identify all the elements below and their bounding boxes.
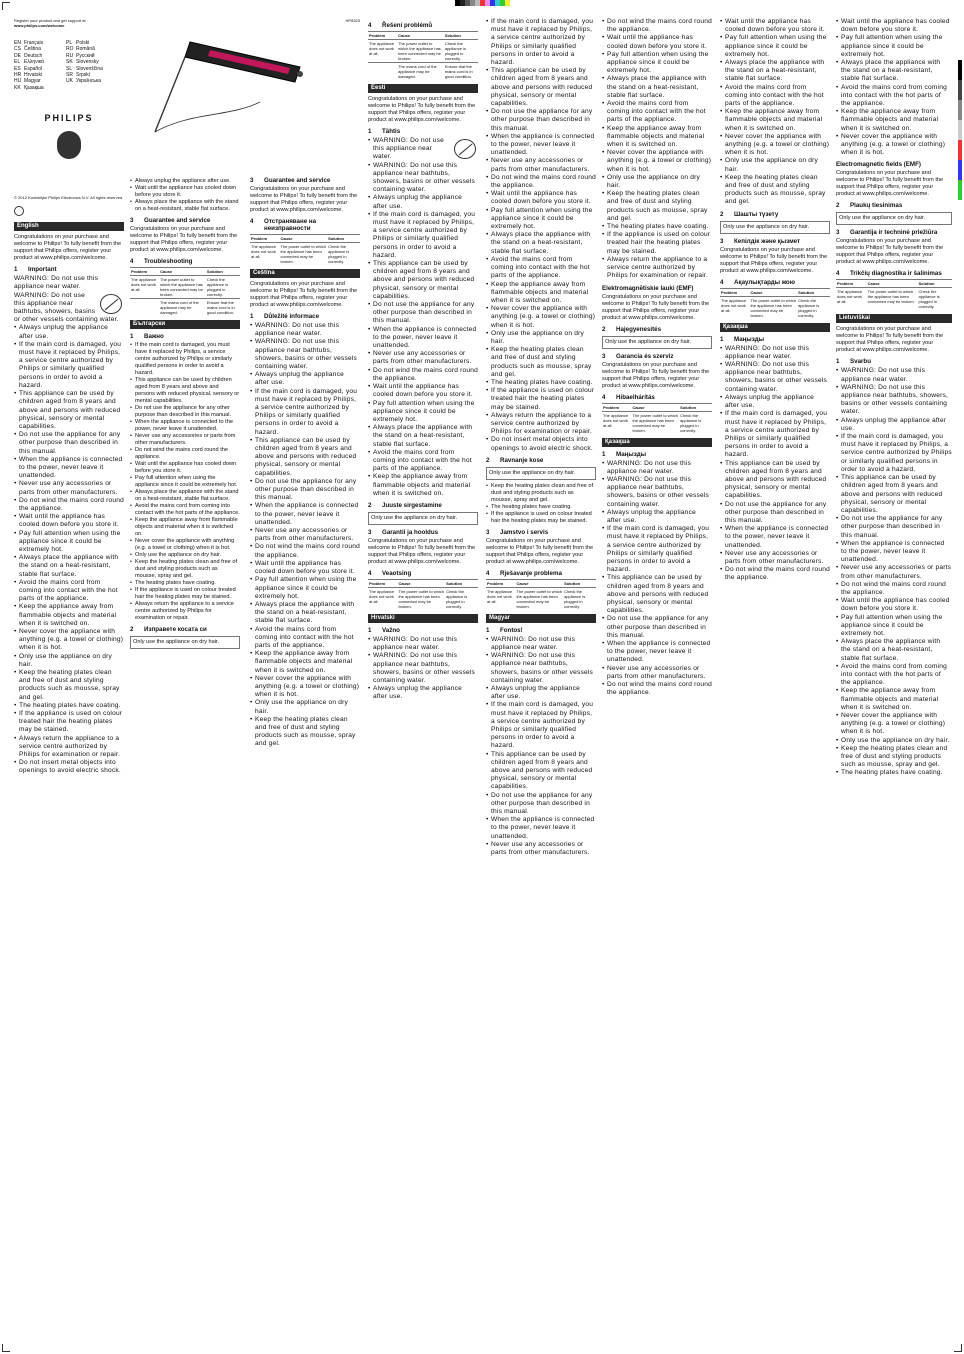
section-heading: Plaukų tiesinimas — [850, 202, 903, 210]
section-heading: Řešení problémů — [382, 22, 433, 29]
crop-mark — [954, 1344, 962, 1352]
section-bar-kazakh-2: Қазақша — [720, 323, 830, 332]
warning-1: WARNING: Do not use this appliance near water. — [14, 275, 99, 291]
section-heading: Trikčių diagnostika ir šalinimas — [850, 270, 942, 278]
copyright-note: © 2012 Koninklijke Philips Electronics N.V. All rights reserved. — [14, 195, 124, 201]
no-bath-icon — [100, 294, 122, 314]
section-heading: Tähtis — [382, 128, 401, 135]
troubleshoot-table-bg: Problem Cause Solution The appliance does not work at all. The power outlet to which the appliance has been connected may be broken. Check the appliance is plugged in correctly. — [250, 234, 360, 265]
section-heading: Guarantee and service — [144, 217, 211, 224]
section-heading: Garancia és szerviz — [616, 352, 674, 360]
register-url[interactable]: www.philips.com/welcome — [14, 23, 65, 28]
section-heading: Ravnanje kose — [500, 456, 544, 464]
section-heading: Guarantee and service — [264, 177, 331, 184]
section-heading: Electromagnetic fields (EMF) — [836, 161, 921, 169]
english-continued-column: • Always unplug the appliance after use. • Wait until the appliance has cooled down before you store it. • Always place the appliance with the stand on a heat-resistant, stable flat surface. 3 Guarantee and service Congratulations on your purchase and welcome to Philips! To fully benefit from the support that Philips offers, register your product at www.philips.com/welcome. 4 Troubleshooting Problem Cause Solution The appliance does not work at all. The power outlet to which the appliance has been connected may be broken. Check the appliance is plugged in correctly. The mains cord of the appliance may be damaged. Ensure that the mains cord is in good condition. Български 1 Важно • If the main cord is damaged, you must have it replaced by Philips, a service centre authorized by Philips or similarly qualified persons in order to avoid a hazard. • This appliance can be used by children aged from 8 years and above and persons with reduced physical, sensory or mental capabilities. • Do not use the appliance for any other purpose than described in this manual. • When the appliance is connected to the power, never leave it unattended. • Never use any accessories or parts from other manufacturers. • Do not wind the mains cord round the appliance. • Wait until the appliance has cooled down before you store it. • Pay full attention when using the appliance since it could be extremely hot. • Always place the appliance with the stand on a heat-resistant, stable flat surface. • Avoid the mains cord from coming into contact with the hot parts of the appliance. • Keep the appliance away from flammable objects and material when it is switched on. • Never cover the appliance with anything (e.g. a towel or clothing) when it is hot. • Only use the appliance on dry hair. • Keep the heating plates clean and free of dust and styling products such as mousse, spray and gel. • The heating plates have coating. • If the appliance is used on colour treated hair the heating plates may be stained. • Always return the appliance to a service centre authorized by Philips for examination or repair. 2 Изправете косата си Only use the appliance on dry hair. — [130, 18, 240, 1336]
model-number: HP8323 — [345, 18, 360, 23]
side-calibration-bar — [958, 60, 962, 200]
section-bar-bulgarian: Български — [130, 320, 240, 329]
section-heading: Изправете косата си — [144, 626, 207, 633]
section-heading: Důležité informace — [264, 313, 320, 320]
section-heading: Rješavanje problema — [500, 569, 562, 577]
section-bar-estonian: Eesti — [368, 84, 478, 93]
section-heading: Troubleshooting — [144, 258, 193, 265]
section-heading: Svarbu — [850, 358, 871, 366]
section-heading: Važno — [382, 626, 400, 634]
lithuanian-column: • Wait until the appliance has cooled down before you store it. • Pay full attention when using the appliance since it could be extremely hot. • Always place the appliance with the stand on a heat-resistant, stable flat surface. • Avoid the mains cord from coming into contact with the hot parts of the appliance. • Keep the appliance away from flammable objects and material when it is switched on. • Never cover the appliance with anything (e.g. a towel or clothing) when it is hot. Electromagnetic fields (EMF) Congratulations on your purchase and welcome to Philips! To fully benefit from the support that Philips offers, register your product at www.philips.com/welcome. 2 Plaukų tiesinimas Only use the appliance on dry hair. 3 Garantija ir techninė priežiūra Congratulations on your purchase and welcome to Philips! To fully benefit from the support that Philips offers, register your product at www.philips.com/welcome. 4 Trikčių diagnostika ir šalinimas Problem Cause Solution The appliance does not work at all. The power outlet to which the appliance has been connected may be broken. Check the appliance is plugged in correctly. Lietuviškai Congratulations on your purchase and welcome to Philips! To fully benefit from the support that Philips offers, register your product at www.philips.com/welcome. 1 Svarbu • WARNING: Do not use this appliance near water. • WARNING: Do not use this appliance near bathtubs, showers, basins or other vessels containing water. • Always unplug the appliance after use. • If the main cord is damaged, you must have it replaced by Philips, a service centre authorized by Philips or similarly qualified persons in order to avoid a hazard. • This appliance can be used by children aged from 8 years and above and persons with reduced physical, sensory or mental capabilities. • Do not use the appliance for any other purpose than described in this manual. • When the appliance is connected to the power, never leave it unattended. • Never use any accessories or parts from other manufacturers. • Do not wind the mains cord round the appliance. • Wait until the appliance has cooled down before you store it. • Pay full attention when using the appliance since it could be extremely hot. • Always place the appliance with the stand on a heat-resistant, stable flat surface. • Avoid the mains cord from coming into contact with the hot parts of the appliance. • Keep the appliance away from flammable objects and material when it is switched on. • Never cover the appliance with anything (e.g. a towel or clothing) when it is hot. • Only use the appliance on dry hair. • Keep the heating plates clean and free of dust and styling products such as mousse, spray and gel. • The heating plates have coating. — [836, 18, 952, 1336]
section-heading: Veaotsing — [382, 569, 412, 577]
section-heading: Jamstvo i servis — [500, 528, 549, 536]
crop-mark — [2, 2, 10, 10]
section-heading: Кепілдік және қызмет — [734, 237, 801, 245]
philips-wordmark: PHILIPS — [44, 113, 94, 124]
section-heading: Hajegyenesítés — [616, 325, 662, 333]
troubleshoot-table-cs: Problem Cause Solution The appliance does not work at all. The power outlet to which the appliance has been connected may be broken. Check the appliance is plugged in correctly. The mains cord of the appliance may be damaged. Ensure that the mains cord is in good condition. — [368, 31, 478, 80]
section-heading: Маңызды — [734, 335, 764, 343]
note-box: Only use the appliance on dry hair. — [130, 636, 240, 649]
section-heading: Elektromagnētiskie lauki (EMF) — [602, 284, 694, 292]
section-heading: Fontos! — [500, 626, 523, 634]
usage-steps: • Always unplug the appliance after use. • Wait until the appliance has cooled down before you store it. • Always place the appliance with the stand on a heat-resistant, stable flat surface. — [130, 178, 240, 213]
section-heading: Шашты түзету — [734, 210, 779, 218]
kazakh-column: • Wait until the appliance has cooled down before you store it. • Pay full attention when using the appliance since it could be extremely hot. • Always place the appliance with the stand on a heat-resistant, stable flat surface. • Avoid the mains cord from coming into contact with the hot parts of the appliance. • Keep the appliance away from flammable objects and material when it is switched on. • Never cover the appliance with anything (e.g. a towel or clothing) when it is hot. • Only use the appliance on dry hair. • Keep the heating plates clean and free of dust and styling products such as mousse, spray and gel. 2 Шашты түзету Only use the appliance on dry hair. 3 Кепілдік және қызмет Congratulations on your purchase and welcome to Philips! To fully benefit from the support that Philips offers, register your product at www.philips.com/welcome. 4 Ақаулықтарды жою Problem Cause Solution The appliance does not work at all. The power outlet to which the appliance has been connected may be broken. Check the appliance is plugged in correctly. Қазақша 1 Маңызды • WARNING: Do not use this appliance near water. • WARNING: Do not use this appliance near bathtubs, showers, basins or other vessels containing water. • Always unplug the appliance after use. • If the main cord is damaged, you must have it replaced by Philips, a service centre authorized by Philips or similarly qualified persons in order to avoid a hazard. • This appliance can be used by children aged from 8 years and above and persons with reduced physical, sensory or mental capabilities. • Do not use the appliance for any other purpose than described in this manual. • When the appliance is connected to the power, never leave it unattended. • Never use any accessories or parts from other manufacturers. • Do not wind the mains cord round the appliance. — [720, 18, 830, 1336]
hungarian-column: • Do not wind the mains cord round the appliance. • Wait until the appliance has cooled down before you store it. • Pay full attention when using the appliance since it could be extremely hot. • Always place the appliance with the stand on a heat-resistant, stable flat surface. • Avoid the mains cord from coming into contact with the hot parts of the appliance. • Keep the appliance away from flammable objects and material when it is switched on. • Never cover the appliance with anything (e.g. a towel or clothing) when it is hot. • Only use the appliance on dry hair. • Keep the heating plates clean and free of dust and styling products such as mousse, spray and gel. • The heating plates have coating. • If the appliance is used on colour treated hair the heating plates may be stained. • Always return the appliance to a service centre authorized by Philips for examination or repair. Elektromagnētiskie lauki (EMF) Congratulations on your purchase and welcome to Philips! To fully benefit from the support that Philips offers, register your product at www.philips.com/welcome. 2 Hajegyenesítés Only use the appliance on dry hair. 3 Garancia és szerviz Congratulations on your purchase and welcome to Philips! To fully benefit from the support that Philips offers, register your product at www.philips.com/welcome. 4 Hibaelhárítás Problem Cause Solution The appliance does not work at all. The power outlet to which the appliance has been connected may be broken. Check the appliance is plugged in correctly. Қазақша 1 Маңызды • WARNING: Do not use this appliance near water. • WARNING: Do not use this appliance near bathtubs, showers, basins or other vessels containing water. • Always unplug the appliance after use. • If the main cord is damaged, you must have it replaced by Philips, a service centre authorized by Philips or similarly qualified persons in order to avoid a hazard. • This appliance can be used by children aged from 8 years and above and persons with reduced physical, sensory or mental capabilities. • Do not use the appliance for any other purpose than described in this manual. • When the appliance is connected to the power, never leave it unattended. • Never use any accessories or parts from other manufacturers. • Do not wind the mains cord round the appliance. — [602, 18, 712, 1336]
intro-text: Congratulations on your purchase and welcome to Philips! To fully benefit from the support that Philips offers, register your product at www.philips.com/welcome. — [14, 234, 122, 262]
cover-column — [14, 18, 124, 1336]
section-heading: Garantija ir techninė priežiūra — [850, 229, 938, 237]
section-heading: Garantii ja hooldus — [382, 528, 439, 536]
mains-cord — [155, 57, 185, 132]
czech-estonian-column: 4 Řešení problémů Problem Cause Solution The appliance does not work at all. The power outlet to which the appliance has been connected may be broken. Check the appliance is plugged in correctly. The mains cord of the appliance may be damaged. Ensure that the mains cord is in good condition. Eesti Congratulations on your purchase and welcome to Philips! To fully benefit from the support that Philips offers, register your product at www.philips.com/welcome. 1 Tähtis • WARNING: Do not use this appliance near water. • WARNING: Do not use this appliance near bathtubs, showers, basins or other vessels containing water. • Always unplug the appliance after use. • If the main cord is damaged, you must have it replaced by Philips, a service centre authorized by Philips or similarly qualified persons in order to avoid a hazard. • This appliance can be used by children aged from 8 years and above and persons with reduced physical, sensory or mental capabilities. • Do not use the appliance for any other purpose than described in this manual. • When the appliance is connected to the power, never leave it unattended. • Never use any accessories or parts from other manufacturers. • Do not wind the mains cord round the appliance. • Wait until the appliance has cooled down before you store it. • Pay full attention when using the appliance since it could be extremely hot. • Always place the appliance with the stand on a heat-resistant, stable flat surface. • Avoid the mains cord from coming into contact with the hot parts of the appliance. • Keep the appliance away from flammable objects and material when it is switched on. 2 Juuste sirgestamine Only use the appliance on dry hair. 3 Garantii ja hooldus Congratulations on your purchase and welcome to Philips! To fully benefit from the support that Philips offers, register your product at www.philips.com/welcome. 4 Veaotsing Problem Cause Solution The appliance does not work at all. The power outlet to which the appliance has been connected may be broken. Check the appliance is plugged in correctly. Hrvatski 1 Važno • WARNING: Do not use this appliance near water. • WARNING: Do not use this appliance near bathtubs, showers, basins or other vessels containing water. • Always unplug the appliance after use. — [368, 18, 478, 1336]
safety-list: • Always unplug the appliance after use. • If the main cord is damaged, you must have it replaced by Philips, a service centre authorized by Philips or similarly qualified persons in order to avoid a hazard. • This appliance can be used by children aged from 8 years and above and persons with reduced physical, sensory or mental capabilities. • Do not use the appliance for any other purpose than described in this manual. • When the appliance is connected to the power, never leave it unattended. • Never use any accessories or parts from other manufacturers. • Do not wind the mains cord round the appliance. • Wait until the appliance has cooled down before you store it. • Pay full attention when using the appliance since it could be extremely hot. • Always place the appliance with the stand on a heat-resistant, stable flat surface. • Avoid the mains cord from coming into contact with the hot parts of the appliance. • Keep the appliance away from flammable objects and material when it is switched on. • Never cover the appliance with anything (e.g. a towel or clothing) when it is hot. • Only use the appliance on dry hair. • Keep the heating plates clean and free of dust and styling products such as mousse, spray and gel. • The heating plates have coating. • If the appliance is used on colour treated hair the heating plates may be stained. • Always return the appliance to a service centre authorized by Philips for examination or repair. • Do not insert metal objects into openings to avoid electric shock. — [14, 324, 124, 775]
philips-shield-logo — [57, 131, 81, 159]
section-bar-english: English — [14, 222, 124, 231]
swatch — [505, 0, 510, 6]
section-bar-kazakh: Қазақша — [602, 438, 712, 447]
language-list: EN Français PL Polski CS Čeština RO Română DE Deutsch RU Русский EL Ελληνικά SK Slovensky ES Español SL Slovenščina HR Hrvatski SR Srpski HU Magyar UK Українська KK Қазақша — [14, 40, 103, 91]
section-heading: Маңызды — [616, 450, 646, 458]
troubleshoot-table: Problem Cause Solution The appliance does not work at all. The power outlet to which the appliance has been connected may be broken. Check the appliance is plugged in correctly. The mains cord of the appliance may be damaged. Ensure that the mains cord is in good condition. — [130, 267, 240, 316]
section-heading: Важно — [144, 333, 164, 340]
section-bar-lithuanian: Lietuviškai — [836, 314, 952, 323]
section-bar-czech: Čeština — [250, 269, 360, 278]
section-heading: Отстраняване на неизправности — [264, 218, 317, 232]
section-heading: 1 Important — [14, 266, 57, 274]
color-calibration-bar — [0, 0, 964, 10]
croatian-column: • If the main cord is damaged, you must have it replaced by Philips, a service centre authorized by Philips or similarly qualified persons in order to avoid a hazard. • This appliance can be used by children aged from 8 years and above and persons with reduced physical, sensory or mental capabilities. • Do not use the appliance for any other purpose than described in this manual. • When the appliance is connected to the power, never leave it unattended. • Never use any accessories or parts from other manufacturers. • Do not wind the mains cord round the appliance. • Wait until the appliance has cooled down before you store it. • Pay full attention when using the appliance since it could be extremely hot. • Always place the appliance with the stand on a heat-resistant, stable flat surface. • Avoid the mains cord from coming into contact with the hot parts of the appliance. • Keep the appliance away from flammable objects and material when it is switched on. • Never cover the appliance with anything (e.g. a towel or clothing) when it is hot. • Only use the appliance on dry hair. • Keep the heating plates clean and free of dust and styling products such as mousse, spray and gel. • The heating plates have coating. • If the appliance is used on colour treated hair the heating plates may be stained. • Always return the appliance to a service centre authorized by Philips for examination or repair. • Do not insert metal objects into openings to avoid electric shock. 2 Ravnanje kose Only use the appliance on dry hair. • Keep the heating plates clean and free of dust and styling products such as mousse, spray and gel. • The heating plates have coating. • If the appliance is used on colour treated hair the heating plates may be stained. 3 Jamstvo i servis Congratulations on your purchase and welcome to Philips! To fully benefit from the support that Philips offers, register your product at www.philips.com/welcome. 4 Rješavanje problema Problem Cause Solution The appliance does not work at all. The power outlet to which the appliance has been connected may be broken. Check the appliance is plugged in correctly. Magyar 1 Fontos! • WARNING: Do not use this appliance near water. • WARNING: Do not use this appliance near bathtubs, showers, basins or other vessels containing water. • Always unplug the appliance after use. • If the main cord is damaged, you must have it replaced by Philips, a service centre authorized by Philips or similarly qualified persons in order to avoid a hazard. • This appliance can be used by children aged from 8 years and above and persons with reduced physical, sensory or mental capabilities. • Do not use the appliance for any other purpose than described in this manual. • When the appliance is connected to the power, never leave it unattended. • Never use any accessories or parts from other manufacturers. — [486, 18, 596, 1336]
warning-2: WARNING: Do not use this appliance near bathtubs, showers, basins or other vessels containing water. — [14, 291, 119, 324]
recycle-icon — [14, 206, 24, 216]
section-heading: Ақаулықтарды жою — [734, 278, 796, 286]
section-bar-croatian: Hrvatski — [368, 614, 478, 623]
register-header: Register your product and get support at — [14, 18, 86, 23]
section-heading: Juuste sirgestamine — [382, 501, 442, 509]
section-heading: Hibaelhárítás — [616, 393, 655, 401]
crop-mark — [2, 1344, 10, 1352]
section-bar-hungarian: Magyar — [486, 614, 596, 623]
english-section-2-column: HP8323 3 Guarantee and service Congratulations on your purchase and welcome to Philips! To fully benefit from the support that Philips offers, register your product at www.philips.com/welcome. 4 Отстраняване на неизправности Problem Cause Solution The appliance does not work at all. The power outlet to which the appliance has been connected may be broken. Check the appliance is plugged in correctly. Čeština Congratulations on your purchase and welcome to Philips! To fully benefit from the support that Philips offers, register your product at www.philips.com/welcome. 1 Důležité informace • WARNING: Do not use this appliance near water. • WARNING: Do not use this appliance near bathtubs, showers, basins or other vessels containing water. • Always unplug the appliance after use. • If the main cord is damaged, you must have it replaced by Philips, a service centre authorized by Philips or similarly qualified persons in order to avoid a hazard. • This appliance can be used by children aged from 8 years and above and persons with reduced physical, sensory or mental capabilities. • Do not use the appliance for any other purpose than described in this manual. • When the appliance is connected to the power, never leave it unattended. • Never use any accessories or parts from other manufacturers. • Do not wind the mains cord round the appliance. • Wait until the appliance has cooled down before you store it. • Pay full attention when using the appliance since it could be extremely hot. • Always place the appliance with the stand on a heat-resistant, stable flat surface. • Avoid the mains cord from coming into contact with the hot parts of the appliance. • Keep the appliance away from flammable objects and material when it is switched on. • Never cover the appliance with anything (e.g. a towel or clothing) when it is hot. • Only use the appliance on dry hair. • Keep the heating plates clean and free of dust and styling products such as mousse, spray and gel. — [250, 18, 360, 1336]
